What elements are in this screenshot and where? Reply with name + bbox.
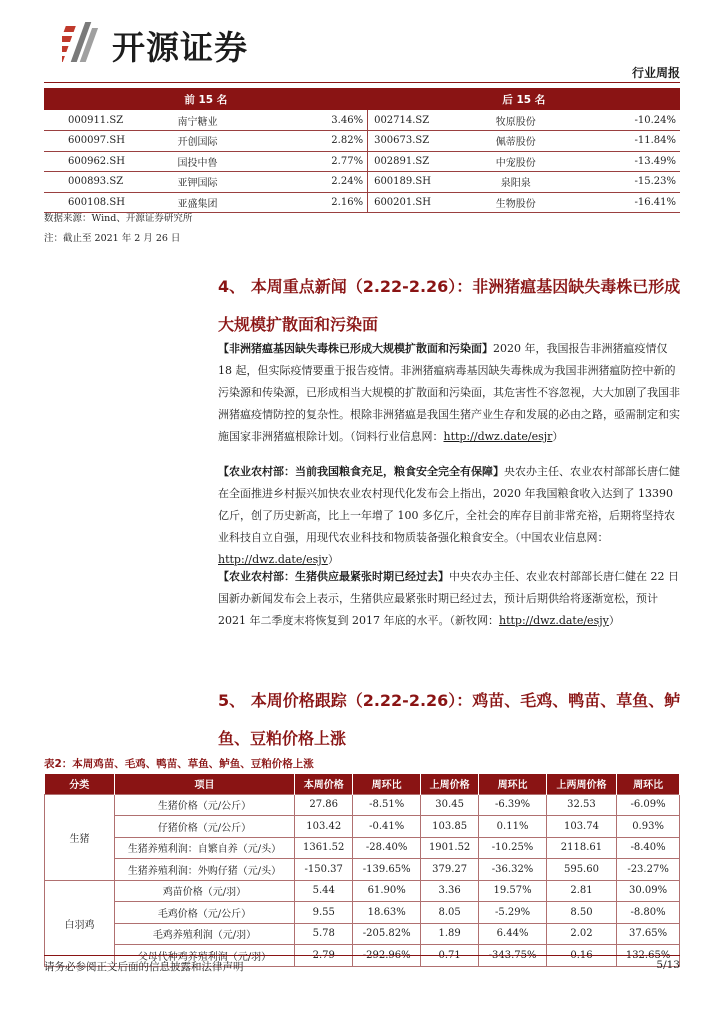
price-cell: 2118.61 — [546, 837, 616, 859]
stock-code: 600108.SH — [44, 192, 144, 213]
change-cell: -10.25% — [479, 837, 546, 859]
change-cell: -5.29% — [479, 902, 546, 924]
table-row — [45, 816, 680, 838]
news-body: 央农办主任、农业农村部部长唐仁健在全面推进乡村振兴加快农业农村现代化发布会上指出，2020 年我国粮食收入达到了 13390 亿斤，创了历史新高，比上一年增了 100 多亿斤，全社会的库存目前非常充裕，后期将坚持农业科技自立自强，用现代农业科技和物质装备强化粮食安全。（中国农业信息网： — [218, 465, 680, 544]
stock-change: 2.77% — [251, 151, 367, 172]
price-cell: 27.86 — [295, 794, 353, 816]
col-header: 上周价格 — [420, 774, 478, 794]
stock-name: 亚盛集团 — [144, 192, 252, 213]
table-row — [45, 880, 680, 902]
stock-code: 000911.SZ — [44, 110, 144, 131]
stock-name: 牧原股份 — [457, 110, 574, 131]
price-cell: 8.05 — [420, 902, 478, 924]
table-row — [44, 110, 680, 131]
category-cell: 白羽鸡 — [45, 880, 115, 966]
news-item — [218, 338, 680, 448]
stock-change: -15.23% — [574, 172, 680, 193]
change-cell: -23.27% — [617, 859, 680, 881]
news-item — [218, 461, 680, 571]
price-cell: 5.44 — [295, 880, 353, 902]
stock-name: 国投中鲁 — [144, 151, 252, 172]
table-row — [45, 859, 680, 881]
price-cell: 30.45 — [420, 794, 478, 816]
news-link[interactable]: http://dwz.date/esjr — [443, 430, 553, 443]
change-cell: 37.65% — [617, 923, 680, 945]
change-cell: -292.96% — [353, 945, 420, 967]
change-cell: -28.40% — [353, 837, 420, 859]
change-cell: 18.63% — [353, 902, 420, 924]
news-link[interactable]: http://dwz.date/esjy — [498, 614, 609, 627]
stock-code: 600962.SH — [44, 151, 144, 172]
stock-change: 2.24% — [251, 172, 367, 193]
price-cell: 0.71 — [420, 945, 478, 967]
table-row — [44, 151, 680, 172]
stock-name: 中宠股份 — [457, 151, 574, 172]
news-body: 中央农办主任、农业农村部部长唐仁健在 22 日国新办新闻发布会上表示，生猪供应最紧张时期已经过去，预计后期供给将逐渐宽松，预计 2021 年二季度末将恢复到 2017 年底的水平。（新牧网： — [218, 570, 679, 627]
stock-code: 600189.SH — [368, 172, 457, 193]
stock-change: -11.84% — [574, 131, 680, 152]
category-cell: 生猪 — [45, 794, 115, 880]
news-link[interactable]: http://dwz.date/esjv — [218, 553, 328, 566]
price-cell: -150.37 — [295, 859, 353, 881]
stock-change: -16.41% — [574, 192, 680, 213]
news-tail: ） — [608, 614, 620, 627]
section-5-title: 5、 本周价格跟踪（2.22-2.26）：鸡苗、毛鸡、鸭苗、草鱼、鲈 — [218, 691, 681, 710]
table-row — [45, 794, 680, 816]
price-cell: 2.79 — [295, 945, 353, 967]
price-cell: 595.60 — [546, 859, 616, 881]
page-number: 5/13 — [656, 959, 680, 971]
change-cell: 30.09% — [617, 880, 680, 902]
news-item — [218, 566, 680, 632]
stock-change: -13.49% — [574, 151, 680, 172]
stock-code: 600201.SH — [368, 192, 457, 213]
price-cell: 379.27 — [420, 859, 478, 881]
news-tail: ） — [327, 553, 339, 566]
price-cell: 103.85 — [420, 816, 478, 838]
price-cell: 1.89 — [420, 923, 478, 945]
col-header: 分类 — [45, 774, 115, 794]
stock-change: 2.82% — [251, 131, 367, 152]
news-tag: 【农业农村部：当前我国粮食充足，粮食安全完全有保障】 — [218, 465, 504, 478]
change-cell: -0.41% — [353, 816, 420, 838]
stock-change: 2.16% — [251, 192, 367, 213]
price-table — [44, 774, 680, 967]
change-cell: 132.65% — [617, 945, 680, 967]
change-cell: -6.39% — [479, 794, 546, 816]
report-type: 行业周报 — [631, 66, 680, 80]
item-cell: 父母代种鸡养殖利润（元/羽） — [115, 945, 295, 967]
table-row — [44, 131, 680, 152]
news-tail: ） — [552, 430, 564, 443]
table-caption: 表2：本周鸡苗、毛鸡、鸭苗、草鱼、鲈鱼、豆粕价格上涨 — [44, 758, 314, 770]
news-body: 2020 年，我国报告非洲猪瘟疫情仅 18 起，但实际疫情要重于报告疫情。非洲猪瘟病毒基因缺失毒株成为我国非洲猪瘟防控中新的污染源和传染源，已形成相当大规模的扩散面和污染面，其危害性不容忽视，大大加剧了我国非洲猪瘟疫情防控的复杂性。根除非洲猪瘟是我国生猪产业生存和发展的必由之路，亟需制定和实施国家非洲猪瘟根除计划。（饲料行业信息网： — [218, 342, 680, 443]
date-note: 注：截止至 2021 年 2 月 26 日 — [44, 233, 181, 244]
stock-code: 002714.SZ — [368, 110, 457, 131]
change-cell: 61.90% — [353, 880, 420, 902]
price-table-header — [45, 774, 680, 794]
col-header: 周环比 — [353, 774, 420, 794]
stock-code: 300673.SZ — [368, 131, 457, 152]
logo-icon — [62, 20, 106, 64]
price-cell: 8.50 — [546, 902, 616, 924]
change-cell: -8.51% — [353, 794, 420, 816]
footer-disclaimer: 请务必参阅正文后面的信息披露和法律声明 — [44, 961, 244, 973]
change-cell: 0.93% — [617, 816, 680, 838]
table-row — [44, 172, 680, 193]
price-cell: 2.81 — [546, 880, 616, 902]
change-cell: 0.11% — [479, 816, 546, 838]
price-cell: 103.42 — [295, 816, 353, 838]
table-row — [45, 837, 680, 859]
price-cell: 0.16 — [546, 945, 616, 967]
item-cell: 仔猪价格（元/公斤） — [115, 816, 295, 838]
stock-name: 生物股份 — [457, 192, 574, 213]
page-header — [44, 18, 680, 80]
table-row — [45, 923, 680, 945]
stock-name: 亚钾国际 — [144, 172, 252, 193]
item-cell: 毛鸡养殖利润（元/羽） — [115, 923, 295, 945]
change-cell: -36.32% — [479, 859, 546, 881]
change-cell: -6.09% — [617, 794, 680, 816]
change-cell: -8.80% — [617, 902, 680, 924]
item-cell: 生猪养殖利润：自繁自养（元/头） — [115, 837, 295, 859]
stock-name: 开创国际 — [144, 131, 252, 152]
section-4-title-cont: 大规模扩散面和污染面 — [218, 315, 379, 334]
price-cell: 5.78 — [295, 923, 353, 945]
price-cell: 9.55 — [295, 902, 353, 924]
source-note: 数据来源：Wind、开源证券研究所 — [44, 213, 193, 224]
item-cell: 毛鸡价格（元/公斤） — [115, 902, 295, 924]
change-cell: -8.40% — [617, 837, 680, 859]
rank-table — [44, 88, 680, 213]
table-row — [45, 902, 680, 924]
price-cell: 3.36 — [420, 880, 478, 902]
col-header: 本周价格 — [295, 774, 353, 794]
item-cell: 生猪价格（元/公斤） — [115, 794, 295, 816]
footer-divider — [44, 955, 680, 956]
section-4-title: 4、 本周重点新闻（2.22-2.26）：非洲猪瘟基因缺失毒株已形成 — [218, 277, 681, 296]
stock-name: 南宁糖业 — [144, 110, 252, 131]
brand-name: 开源证券 — [112, 28, 248, 67]
item-cell: 生猪养殖利润：外购仔猪（元/头） — [115, 859, 295, 881]
stock-code: 002891.SZ — [368, 151, 457, 172]
rank-table-header — [44, 88, 680, 110]
col-header: 周环比 — [617, 774, 680, 794]
news-tag: 【非洲猪瘟基因缺失毒株已形成大规模扩散面和污染面】 — [218, 342, 493, 355]
price-cell: 1361.52 — [295, 837, 353, 859]
change-cell: -205.82% — [353, 923, 420, 945]
price-cell: 1901.52 — [420, 837, 478, 859]
news-tag: 【农业农村部：生猪供应最紧张时期已经过去】 — [218, 570, 449, 583]
col-header: 项目 — [115, 774, 295, 794]
item-cell: 鸡苗价格（元/羽） — [115, 880, 295, 902]
section-5-title-cont: 鱼、豆粕价格上涨 — [218, 729, 347, 748]
stock-code: 600097.SH — [44, 131, 144, 152]
top15-header: 前 15 名 — [44, 88, 368, 110]
col-header: 上两周价格 — [546, 774, 616, 794]
stock-change: -10.24% — [574, 110, 680, 131]
price-cell: 103.74 — [546, 816, 616, 838]
change-cell: 19.57% — [479, 880, 546, 902]
stock-name: 佩蒂股份 — [457, 131, 574, 152]
change-cell: -139.65% — [353, 859, 420, 881]
col-header: 周环比 — [479, 774, 546, 794]
stock-name: 泉阳泉 — [457, 172, 574, 193]
header-divider — [44, 82, 680, 83]
change-cell: 6.44% — [479, 923, 546, 945]
stock-change: 3.46% — [251, 110, 367, 131]
stock-code: 000893.SZ — [44, 172, 144, 193]
price-cell: 32.53 — [546, 794, 616, 816]
change-cell: -343.75% — [479, 945, 546, 967]
price-cell: 2.02 — [546, 923, 616, 945]
bottom15-header: 后 15 名 — [368, 88, 680, 110]
